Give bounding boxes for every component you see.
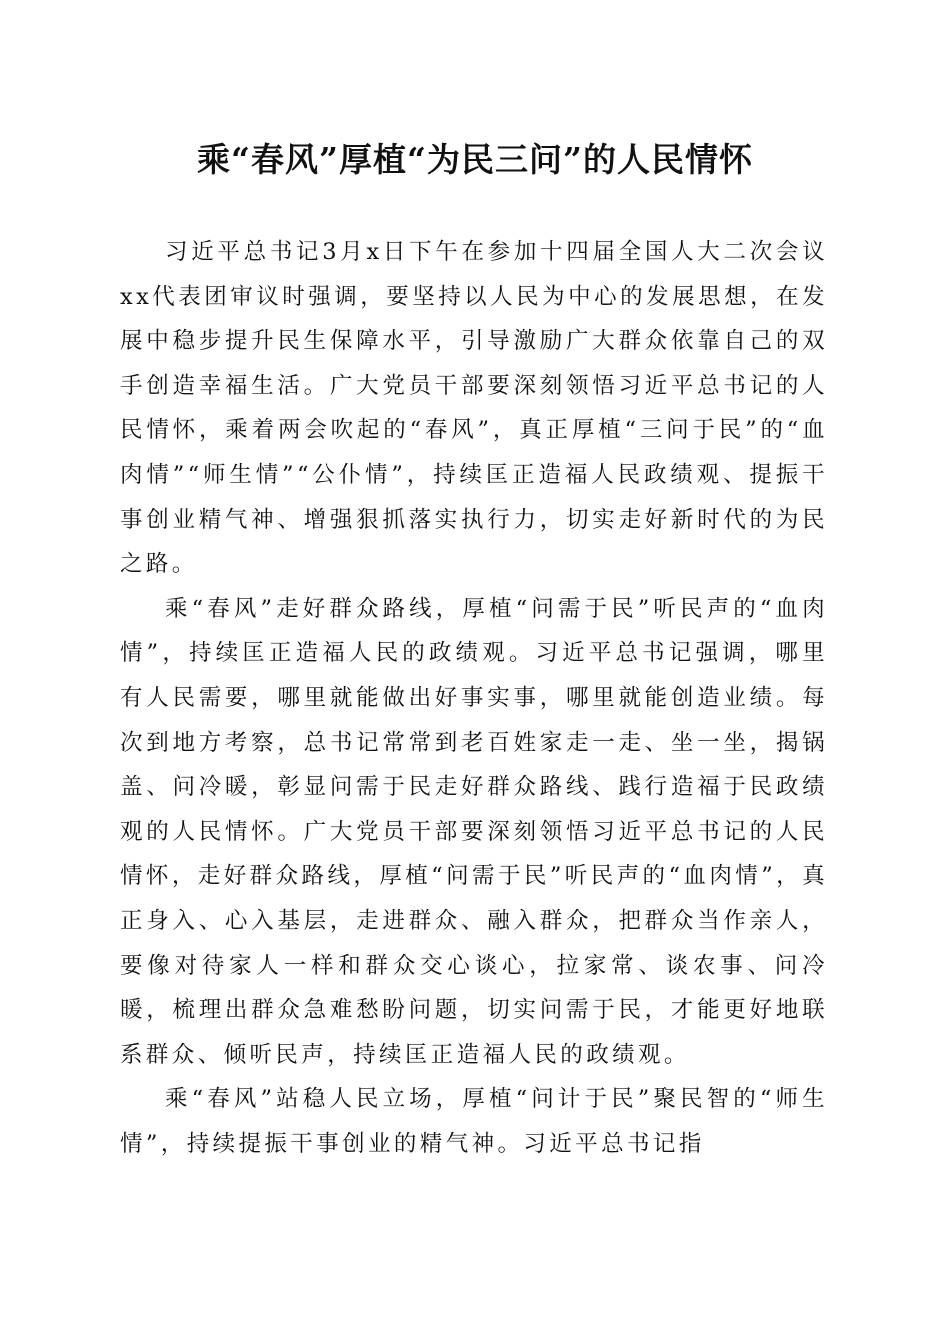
paragraph-3: 乘“春风”站稳人民立场，厚植“问计于民”聚民智的“师生情”，持续提振干事创业的精气神。习近平总书记指 bbox=[120, 1086, 828, 1157]
paragraph-1: 习近平总书记3月x日下午在参加十四届全国人大二次会议xx代表团审议时强调，要坚持以人民为中心的发展思想，在发展中稳步提升民生保障水平，引导激励广大群众依靠自己的双手创造幸福生活。广大党员干部要深刻领悟习近平总书记的人民情怀，乘着两会吹起的“春风”，真正厚植“三问于民”的“血肉情”“师生情”“公仆情”，持续匡正造福人民政绩观、提振干事创业精气神、增强狠抓落实执行力，切实走好新时代的为民之路。 bbox=[120, 239, 828, 578]
document-title: 乘“春风”厚植“为民三问”的人民情怀 bbox=[197, 140, 753, 179]
document-body bbox=[120, 230, 828, 1166]
paragraph-2: 乘“春风”走好群众路线，厚植“问需于民”听民声的“血肉情”，持续匡正造福人民的政绩观。习近平总书记强调，哪里有人民需要，哪里就能做出好事实事，哪里就能创造业绩。每次到地方考察，总书记常常到老百姓家走一走、坐一坐，揭锅盖、问冷暖，彰显问需于民走好群众路线、践行造福于民政绩观的人民情怀。广大党员干部要深刻领悟习近平总书记的人民情怀，走好群众路线，厚植“问需于民”听民声的“血肉情”，真正身入、心入基层，走进群众、融入群众，把群众当作亲人，要像对待家人一样和群众交心谈心，拉家常、谈农事、问冷暖，梳理出群众急难愁盼问题，切实问需于民，才能更好地联系群众、倾听民声，持续匡正造福人民的政绩观。 bbox=[120, 595, 828, 1068]
